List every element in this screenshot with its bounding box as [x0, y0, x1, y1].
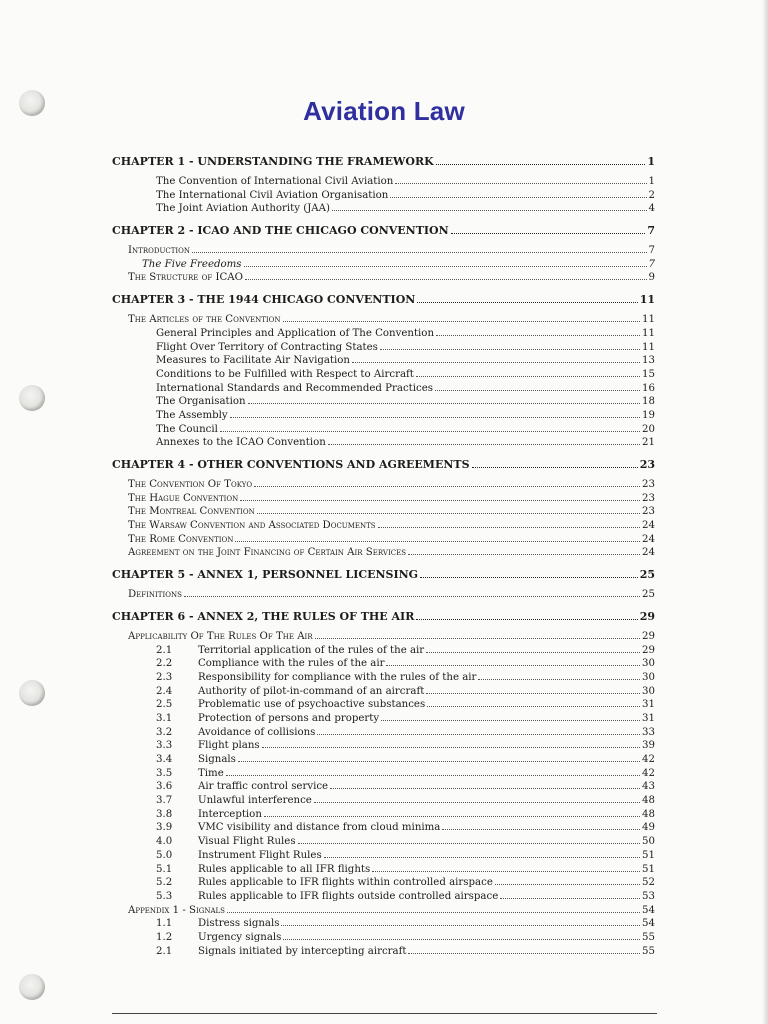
- toc-entry[interactable]: [112, 726, 655, 740]
- dot-leader: [332, 210, 647, 211]
- toc-entry-label: The International Civil Aviation Organisation: [156, 189, 389, 201]
- toc-entry-number: 3.3: [156, 740, 173, 752]
- toc-entry-label: Protection of persons and property: [198, 712, 380, 724]
- toc-entry-label: Definitions: [128, 589, 182, 601]
- toc-entry-number: 2.3: [156, 671, 173, 683]
- toc-page-number: 54: [642, 904, 655, 916]
- toc-entry-number: 2.4: [156, 685, 173, 697]
- toc-entry[interactable]: [112, 271, 655, 285]
- toc-entry[interactable]: [112, 644, 655, 658]
- toc-entry[interactable]: [112, 202, 655, 216]
- toc-entry-label: CHAPTER 4 - OTHER CONVENTIONS AND AGREEMENTS: [112, 458, 470, 471]
- dot-leader: [235, 541, 640, 542]
- toc-entry-number: 3.2: [156, 726, 173, 738]
- toc-page-number: 53: [642, 890, 655, 902]
- toc-entry-label: General Principles and Application of The Convention: [156, 327, 435, 339]
- toc-entry-label: Flight Over Territory of Contracting States: [156, 341, 378, 353]
- dot-leader: [262, 747, 640, 748]
- toc-entry[interactable]: [112, 423, 655, 437]
- toc-entry-label: The Joint Aviation Authority (JAA): [156, 203, 330, 215]
- toc-entry-label: Time: [198, 767, 224, 779]
- toc-entry-label: The Structure of ICAO: [128, 272, 243, 284]
- toc-chapter-entry[interactable]: [112, 456, 655, 474]
- dot-leader: [380, 349, 640, 350]
- toc-entry-label: Authority of pilot-in-command of an aircraft: [198, 685, 425, 697]
- dot-leader: [395, 183, 646, 184]
- dot-leader: [381, 720, 640, 721]
- toc-entry-number: 3.8: [156, 808, 173, 820]
- toc-entry[interactable]: [112, 354, 655, 368]
- toc-entry-number: 2.1: [156, 945, 173, 957]
- toc-entry-label: CHAPTER 6 - ANNEX 2, THE RULES OF THE AIR: [112, 609, 415, 623]
- toc-entry-label: Visual Flight Rules: [198, 836, 296, 848]
- dot-leader: [244, 266, 647, 267]
- toc-entry[interactable]: [112, 258, 655, 272]
- toc-entry-label: Compliance with the rules of the air: [198, 658, 385, 670]
- toc-entry-number: 2.1: [156, 644, 173, 656]
- toc-entry[interactable]: [112, 492, 655, 506]
- toc-entry-label: International Standards and Recommended Practices: [156, 382, 433, 394]
- toc-entry[interactable]: [112, 368, 655, 382]
- toc-entry-label: Rules applicable to IFR flights outside controlled airspace: [198, 890, 499, 902]
- toc-entry-label: Unlawful interference: [198, 795, 312, 807]
- dot-leader: [248, 403, 640, 404]
- toc-entry[interactable]: [112, 588, 655, 602]
- toc-entry-label: The Convention of International Civil Aviation: [156, 176, 394, 187]
- dot-leader: [408, 953, 640, 954]
- toc-entry-label: The Convention Of Tokyo: [128, 479, 253, 490]
- toc-entry-label: The Montreal Convention: [128, 506, 255, 518]
- toc-entry-number: 3.1: [156, 712, 173, 724]
- toc-entry-label: CHAPTER 3 - THE 1944 CHICAGO CONVENTION: [112, 293, 416, 307]
- toc-entry-number: 2.2: [156, 658, 173, 670]
- toc-entry-label: Signals: [198, 754, 236, 765]
- toc-entry[interactable]: [112, 313, 655, 327]
- dot-leader: [478, 679, 640, 680]
- toc-page-number: 49: [642, 822, 655, 834]
- toc-entry-number: 5.3: [156, 890, 173, 902]
- toc-entry[interactable]: [112, 712, 655, 726]
- toc-entry-label: The Rome Convention: [128, 533, 234, 545]
- toc-page-number: 4: [648, 203, 655, 215]
- binder-hole: [19, 385, 45, 411]
- toc-entry-label: Avoidance of collisions: [198, 726, 316, 738]
- toc-entry[interactable]: [112, 767, 655, 781]
- toc-entry[interactable]: [112, 863, 655, 877]
- toc-entry-label: CHAPTER 1 - UNDERSTANDING THE FRAMEWORK: [112, 155, 434, 168]
- toc-page-number: 7: [648, 258, 655, 270]
- toc-page-number: 25: [642, 589, 655, 601]
- toc-entry[interactable]: [112, 821, 655, 835]
- toc-entry[interactable]: [112, 341, 655, 355]
- toc-entry-label: The Five Freedoms: [142, 258, 242, 270]
- toc-page-number: 13: [642, 355, 655, 367]
- toc-page-number: 29: [642, 630, 655, 642]
- dot-leader: [451, 233, 646, 234]
- toc-entry-label: Problematic use of psychoactive substances: [198, 699, 426, 711]
- toc-entry[interactable]: [112, 835, 655, 849]
- toc-page-number: 24: [642, 533, 655, 545]
- toc-entry-label: Flight plans: [198, 740, 260, 752]
- dot-leader: [220, 431, 640, 432]
- dot-leader: [426, 652, 640, 653]
- dot-leader: [184, 596, 640, 597]
- footer-rule: [112, 1013, 657, 1014]
- toc-entry-label: Distress signals: [198, 918, 280, 930]
- toc-entry-number: 5.0: [156, 849, 173, 861]
- toc-entry[interactable]: [112, 849, 655, 863]
- toc-page-number: 2: [648, 189, 655, 201]
- dot-leader: [372, 871, 640, 872]
- dot-leader: [352, 362, 640, 363]
- toc-page-number: 1: [648, 176, 655, 187]
- toc-chapter-entry[interactable]: [112, 608, 655, 626]
- toc-page-number: 20: [642, 423, 655, 435]
- dot-leader: [226, 775, 640, 776]
- toc-entry-label: Responsibility for compliance with the rules of the air: [198, 671, 477, 683]
- toc-entry[interactable]: [112, 685, 655, 699]
- toc-entry-label: CHAPTER 2 - ICAO AND THE CHICAGO CONVENTION: [112, 224, 449, 238]
- dot-leader: [435, 390, 640, 391]
- dot-leader: [227, 912, 640, 913]
- toc-entry-label: CHAPTER 5 - ANNEX 1, PERSONNEL LICENSING: [112, 568, 419, 582]
- toc-page-number: 25: [639, 568, 655, 582]
- binder-hole: [19, 680, 45, 706]
- toc-entry[interactable]: [112, 478, 655, 492]
- page-edge-shadow: [762, 0, 768, 1024]
- toc-page-number: 30: [642, 658, 655, 670]
- toc-page-number: 29: [639, 609, 655, 623]
- toc-entry[interactable]: [112, 698, 655, 712]
- toc-entry[interactable]: [112, 395, 655, 409]
- document-title: Aviation Law: [303, 96, 465, 126]
- toc-entry[interactable]: [112, 671, 655, 685]
- toc-page-number: 1: [647, 155, 655, 168]
- toc-entry[interactable]: [112, 657, 655, 671]
- dot-leader: [254, 486, 640, 487]
- toc-entry[interactable]: [112, 327, 655, 341]
- toc-entry[interactable]: [112, 917, 655, 931]
- toc-entry-label: The Articles of the Convention: [128, 314, 281, 326]
- toc-entry-label: Agreement on the Joint Financing of Certain Air Services: [128, 547, 406, 559]
- toc-entry-label: Urgency signals: [198, 931, 282, 943]
- toc-page-number: 29: [642, 644, 655, 656]
- toc-entry-number: 5.1: [156, 863, 173, 875]
- toc-entry-label: Signals initiated by intercepting aircraft: [198, 945, 407, 957]
- dot-leader: [281, 925, 640, 926]
- dot-leader: [230, 417, 640, 418]
- toc-page-number: 52: [642, 877, 655, 889]
- toc-entry[interactable]: [112, 546, 655, 560]
- toc-entry-label: Introduction: [128, 245, 190, 257]
- toc-entry[interactable]: [112, 876, 655, 890]
- dot-leader: [416, 376, 640, 377]
- toc-entry-label: The Warsaw Convention and Associated Documents: [128, 520, 376, 532]
- dot-leader: [238, 761, 640, 762]
- toc-entry-label: Rules applicable to IFR flights within controlled airspace: [198, 877, 493, 889]
- toc-entry[interactable]: [112, 505, 655, 519]
- toc-entry-number: 3.9: [156, 822, 173, 834]
- toc-page-number: 43: [642, 781, 655, 793]
- toc-entry[interactable]: [112, 175, 655, 189]
- dot-leader: [330, 788, 640, 789]
- dot-leader: [386, 665, 640, 666]
- toc-page-number: 21: [642, 437, 655, 449]
- dot-leader: [257, 513, 640, 514]
- toc-entry-label: Measures to Facilitate Air Navigation: [156, 355, 350, 367]
- toc-page-number: 50: [642, 836, 655, 848]
- toc-page-number: 51: [642, 863, 655, 875]
- toc-entry-number: 3.6: [156, 781, 173, 793]
- toc-entry-number: 3.4: [156, 754, 173, 765]
- toc-page-number: 51: [642, 849, 655, 861]
- toc-page-number: 11: [642, 314, 655, 326]
- dot-leader: [315, 638, 640, 639]
- dot-leader: [192, 252, 647, 253]
- toc-entry-label: The Hague Convention: [128, 492, 239, 504]
- toc-entry-number: 1.2: [156, 931, 173, 943]
- toc-chapter-entry[interactable]: [112, 291, 655, 309]
- dot-leader: [283, 939, 640, 940]
- dot-leader: [240, 500, 640, 501]
- toc-entry-number: 3.5: [156, 767, 173, 779]
- toc-page-number: 54: [642, 918, 655, 930]
- toc-page-number: 23: [642, 479, 655, 490]
- toc-page-number: 42: [642, 754, 655, 765]
- toc-entry[interactable]: [112, 630, 655, 644]
- toc-page-number: 30: [642, 685, 655, 697]
- toc-entry-number: 4.0: [156, 836, 173, 848]
- toc-chapter-entry[interactable]: [112, 222, 655, 240]
- toc-entry[interactable]: [112, 904, 655, 918]
- dot-leader: [283, 321, 640, 322]
- toc-entry[interactable]: [112, 794, 655, 808]
- toc-entry[interactable]: [112, 890, 655, 904]
- toc-entry-label: Applicability Of The Rules Of The Air: [128, 630, 313, 642]
- toc-page-number: 55: [642, 931, 655, 943]
- dot-leader: [408, 554, 640, 555]
- toc-page-number: 19: [642, 409, 655, 421]
- dot-leader: [420, 577, 638, 578]
- toc-entry-label: Annexes to the ICAO Convention: [156, 437, 326, 449]
- toc-entry-label: Conditions to be Fulfilled with Respect to Aircraft: [156, 368, 414, 380]
- toc-page-number: 11: [639, 293, 655, 307]
- toc-entry[interactable]: [112, 244, 655, 258]
- binder-hole: [19, 974, 45, 1000]
- toc-page-number: 30: [642, 671, 655, 683]
- toc-page-number: 23: [642, 492, 655, 504]
- dot-leader: [324, 857, 640, 858]
- toc-chapter-entry[interactable]: [112, 153, 655, 171]
- toc-entry[interactable]: [112, 945, 655, 959]
- toc-entry-label: The Organisation: [156, 396, 246, 408]
- toc-page-number: 24: [642, 520, 655, 532]
- toc-page-number: 48: [642, 808, 655, 820]
- toc-page-number: 24: [642, 547, 655, 559]
- toc-entry[interactable]: [112, 931, 655, 945]
- toc-entry-label: Interception: [198, 808, 262, 820]
- toc-page-number: 11: [642, 341, 655, 353]
- dot-leader: [298, 843, 640, 844]
- toc-entry[interactable]: [112, 436, 655, 450]
- dot-leader: [500, 898, 640, 899]
- toc-entry-label: VMC visibility and distance from cloud minima: [198, 822, 441, 834]
- toc-entry[interactable]: [112, 780, 655, 794]
- toc-page-number: 11: [642, 327, 655, 339]
- dot-leader: [442, 829, 640, 830]
- toc-page-number: 31: [642, 699, 655, 711]
- toc-entry-number: 2.5: [156, 699, 173, 711]
- dot-leader: [390, 197, 646, 198]
- toc-page-number: 23: [642, 506, 655, 518]
- dot-leader: [436, 164, 646, 165]
- toc-page-number: 7: [647, 224, 655, 238]
- dot-leader: [317, 734, 640, 735]
- toc-page-number: 39: [642, 740, 655, 752]
- toc-entry[interactable]: [112, 409, 655, 423]
- toc-entry[interactable]: [112, 519, 655, 533]
- toc-chapter-entry[interactable]: [112, 566, 655, 584]
- toc-entry[interactable]: [112, 382, 655, 396]
- toc-entry-label: The Assembly: [156, 409, 228, 421]
- dot-leader: [436, 335, 640, 336]
- toc-entry-label: The Council: [156, 423, 218, 435]
- dot-leader: [328, 444, 640, 445]
- toc-entry-label: Appendix 1 - Signals: [128, 904, 225, 916]
- toc-page-number: 23: [639, 458, 655, 471]
- toc-page-number: 18: [642, 396, 655, 408]
- dot-leader: [426, 693, 640, 694]
- toc-entry-label: Air traffic control service: [198, 781, 329, 793]
- toc-page-number: 15: [642, 368, 655, 380]
- toc-entry[interactable]: [112, 739, 655, 753]
- toc-page-number: 9: [648, 272, 655, 284]
- dot-leader: [416, 619, 637, 620]
- toc-page-number: 42: [642, 767, 655, 779]
- toc-entry-number: 5.2: [156, 877, 173, 889]
- toc-page-number: 33: [642, 726, 655, 738]
- toc-entry[interactable]: [112, 753, 655, 767]
- toc-entry-number: 3.7: [156, 795, 173, 807]
- toc-entry-label: Rules applicable to all IFR flights: [198, 863, 371, 875]
- toc-entry[interactable]: [112, 808, 655, 822]
- dot-leader: [472, 467, 638, 468]
- dot-leader: [264, 816, 640, 817]
- dot-leader: [417, 302, 637, 303]
- toc-entry[interactable]: [112, 189, 655, 203]
- toc-entry-number: 1.1: [156, 918, 173, 930]
- dot-leader: [378, 527, 640, 528]
- table-of-contents: [112, 153, 655, 958]
- toc-page-number: 48: [642, 795, 655, 807]
- toc-page-number: 31: [642, 712, 655, 724]
- toc-entry-label: Instrument Flight Rules: [198, 849, 322, 861]
- dot-leader: [427, 706, 640, 707]
- toc-entry[interactable]: [112, 533, 655, 547]
- toc-entry-label: Territorial application of the rules of the air: [198, 644, 425, 656]
- dot-leader: [245, 279, 647, 280]
- toc-page-number: 55: [642, 945, 655, 957]
- toc-page-number: 7: [648, 245, 655, 257]
- dot-leader: [314, 802, 640, 803]
- dot-leader: [495, 884, 640, 885]
- toc-page-number: 16: [642, 382, 655, 394]
